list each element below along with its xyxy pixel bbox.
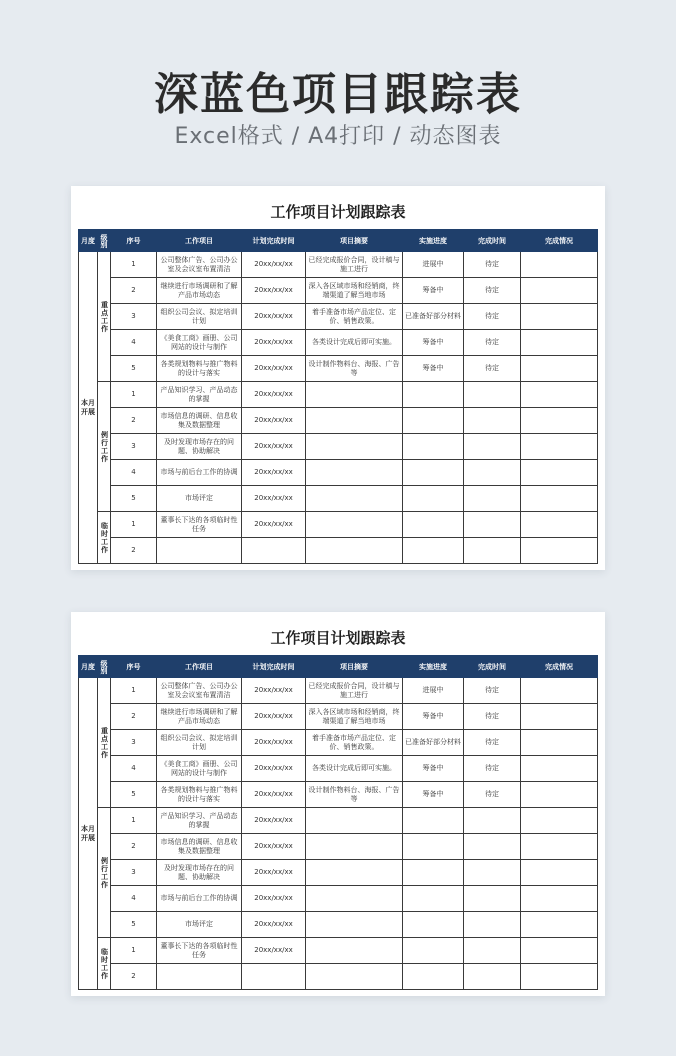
table-row [79, 756, 598, 782]
planned-date: 20xx/xx/xx [242, 330, 306, 356]
completion-status [521, 912, 598, 938]
planned-date: 20xx/xx/xx [242, 912, 306, 938]
table-row [79, 382, 598, 408]
work-item: 产品知识学习、产品动态的掌握 [157, 382, 242, 408]
item-summary: 已经完成报价合同，设计稿与施工进行 [306, 678, 403, 704]
progress [403, 860, 464, 886]
column-header: 月度 [79, 656, 98, 678]
planned-date: 20xx/xx/xx [242, 460, 306, 486]
column-header: 计划完成时间 [242, 656, 306, 678]
section-cell: 重点工作 [98, 252, 111, 382]
finish-date: 待定 [464, 678, 521, 704]
column-header: 级别 [98, 230, 111, 252]
progress [403, 408, 464, 434]
month-cell: 本月开展 [79, 678, 98, 990]
table-row [79, 782, 598, 808]
hero-title: 深蓝色项目跟踪表 [154, 69, 522, 120]
row-number: 2 [111, 704, 157, 730]
column-header: 序号 [111, 230, 157, 252]
completion-status [521, 330, 598, 356]
work-item: 公司整体广告、公司办公室及会议室布置清洁 [157, 252, 242, 278]
planned-date: 20xx/xx/xx [242, 860, 306, 886]
planned-date: 20xx/xx/xx [242, 756, 306, 782]
finish-date: 待定 [464, 782, 521, 808]
table-row [79, 730, 598, 756]
table-row [79, 886, 598, 912]
completion-status [521, 460, 598, 486]
item-summary: 已经完成报价合同，设计稿与施工进行 [306, 252, 403, 278]
row-number: 4 [111, 460, 157, 486]
table-row [79, 834, 598, 860]
column-header: 项目摘要 [306, 230, 403, 252]
work-item: 《美食工商》画册、公司网站的设计与制作 [157, 756, 242, 782]
completion-status [521, 252, 598, 278]
progress [403, 460, 464, 486]
row-number: 5 [111, 486, 157, 512]
finish-date [464, 382, 521, 408]
finish-date [464, 538, 521, 564]
tracking-table [78, 229, 598, 564]
item-summary: 设计制作物料台、海报、广告等 [306, 356, 403, 382]
column-header: 级别 [98, 656, 111, 678]
row-number: 5 [111, 912, 157, 938]
completion-status [521, 834, 598, 860]
table-row [79, 486, 598, 512]
work-item: 董事长下达的各项临时性任务 [157, 938, 242, 964]
progress [403, 964, 464, 990]
finish-date [464, 938, 521, 964]
progress: 筹备中 [403, 756, 464, 782]
row-number: 2 [111, 408, 157, 434]
table-row [79, 808, 598, 834]
completion-status [521, 382, 598, 408]
column-header: 工作项目 [157, 230, 242, 252]
completion-status [521, 808, 598, 834]
planned-date: 20xx/xx/xx [242, 304, 306, 330]
completion-status [521, 304, 598, 330]
row-number: 1 [111, 382, 157, 408]
planned-date: 20xx/xx/xx [242, 808, 306, 834]
hero-subtitle: Excel格式 / A4打印 / 动态图表 [174, 124, 502, 149]
planned-date: 20xx/xx/xx [242, 408, 306, 434]
table-row [79, 912, 598, 938]
table-row [79, 304, 598, 330]
planned-date: 20xx/xx/xx [242, 678, 306, 704]
completion-status [521, 538, 598, 564]
finish-date [464, 964, 521, 990]
table-row [79, 938, 598, 964]
progress [403, 808, 464, 834]
completion-status [521, 278, 598, 304]
column-header: 序号 [111, 656, 157, 678]
finish-date [464, 434, 521, 460]
finish-date: 待定 [464, 356, 521, 382]
row-number: 1 [111, 938, 157, 964]
row-number: 3 [111, 860, 157, 886]
tracking-sheet-preview-1 [71, 186, 605, 570]
column-header: 完成情况 [521, 656, 598, 678]
completion-status [521, 678, 598, 704]
planned-date: 20xx/xx/xx [242, 278, 306, 304]
finish-date [464, 834, 521, 860]
completion-status [521, 486, 598, 512]
section-cell: 临时工作 [98, 938, 111, 990]
finish-date [464, 460, 521, 486]
work-item: 市场评定 [157, 912, 242, 938]
tracking-sheet-preview-2 [71, 612, 605, 996]
column-header: 项目摘要 [306, 656, 403, 678]
table-header-row [79, 230, 598, 252]
table-row [79, 678, 598, 704]
completion-status [521, 860, 598, 886]
work-item: 及时发现市场存在的问题、协助解决 [157, 434, 242, 460]
row-number: 4 [111, 886, 157, 912]
progress [403, 434, 464, 460]
progress [403, 538, 464, 564]
planned-date: 20xx/xx/xx [242, 886, 306, 912]
planned-date: 20xx/xx/xx [242, 512, 306, 538]
table-header-row [79, 656, 598, 678]
finish-date: 待定 [464, 278, 521, 304]
progress [403, 834, 464, 860]
item-summary [306, 886, 403, 912]
work-item: 组织公司会议、拟定培训计划 [157, 730, 242, 756]
item-summary [306, 486, 403, 512]
item-summary [306, 382, 403, 408]
planned-date: 20xx/xx/xx [242, 486, 306, 512]
item-summary: 各类设计完成后即可实施。 [306, 756, 403, 782]
row-number: 5 [111, 782, 157, 808]
finish-date [464, 860, 521, 886]
row-number: 5 [111, 356, 157, 382]
column-header: 月度 [79, 230, 98, 252]
table-row [79, 860, 598, 886]
work-item: 各类规划物料与推广物料的设计与落实 [157, 782, 242, 808]
section-cell: 重点工作 [98, 678, 111, 808]
planned-date: 20xx/xx/xx [242, 434, 306, 460]
planned-date: 20xx/xx/xx [242, 252, 306, 278]
section-cell: 临时工作 [98, 512, 111, 564]
column-header: 工作项目 [157, 656, 242, 678]
planned-date [242, 964, 306, 990]
item-summary [306, 538, 403, 564]
table-row [79, 356, 598, 382]
progress: 已准备好部分材料 [403, 730, 464, 756]
completion-status [521, 782, 598, 808]
progress [403, 382, 464, 408]
progress: 筹备中 [403, 704, 464, 730]
finish-date: 待定 [464, 756, 521, 782]
table-row [79, 330, 598, 356]
table-row [79, 512, 598, 538]
row-number: 1 [111, 808, 157, 834]
completion-status [521, 964, 598, 990]
progress: 筹备中 [403, 782, 464, 808]
progress: 筹备中 [403, 330, 464, 356]
row-number: 1 [111, 252, 157, 278]
progress [403, 912, 464, 938]
sheet-title: 工作项目计划跟踪表 [270, 629, 406, 647]
column-header: 完成时间 [464, 656, 521, 678]
item-summary [306, 460, 403, 486]
work-item: 产品知识学习、产品动态的掌握 [157, 808, 242, 834]
finish-date: 待定 [464, 730, 521, 756]
completion-status [521, 356, 598, 382]
planned-date: 20xx/xx/xx [242, 730, 306, 756]
row-number: 2 [111, 964, 157, 990]
work-item: 董事长下达的各项临时性任务 [157, 512, 242, 538]
item-summary [306, 434, 403, 460]
planned-date: 20xx/xx/xx [242, 356, 306, 382]
work-item: 公司整体广告、公司办公室及会议室布置清洁 [157, 678, 242, 704]
work-item: 市场信息的调研、信息收集及数据整理 [157, 408, 242, 434]
finish-date [464, 486, 521, 512]
sheet-title: 工作项目计划跟踪表 [270, 203, 406, 221]
progress: 进展中 [403, 252, 464, 278]
progress [403, 512, 464, 538]
table-row [79, 460, 598, 486]
work-item: 市场信息的调研、信息收集及数据整理 [157, 834, 242, 860]
finish-date: 待定 [464, 304, 521, 330]
column-header: 实施进度 [403, 230, 464, 252]
column-header: 实施进度 [403, 656, 464, 678]
item-summary [306, 860, 403, 886]
column-header: 完成时间 [464, 230, 521, 252]
item-summary [306, 408, 403, 434]
row-number: 1 [111, 512, 157, 538]
finish-date [464, 808, 521, 834]
section-cell: 例行工作 [98, 382, 111, 512]
work-item: 《美食工商》画册、公司网站的设计与制作 [157, 330, 242, 356]
table-row [79, 538, 598, 564]
completion-status [521, 512, 598, 538]
progress: 已准备好部分材料 [403, 304, 464, 330]
row-number: 2 [111, 834, 157, 860]
work-item: 市场与前后台工作的协调 [157, 460, 242, 486]
table-row [79, 434, 598, 460]
row-number: 2 [111, 538, 157, 564]
item-summary: 深入各区域市场和经销商，终端渠道了解当地市场 [306, 704, 403, 730]
table-row [79, 408, 598, 434]
row-number: 2 [111, 278, 157, 304]
progress [403, 886, 464, 912]
planned-date: 20xx/xx/xx [242, 382, 306, 408]
column-header: 计划完成时间 [242, 230, 306, 252]
item-summary [306, 912, 403, 938]
finish-date [464, 912, 521, 938]
item-summary [306, 964, 403, 990]
column-header: 完成情况 [521, 230, 598, 252]
work-item: 继续进行市场调研和了解产品市场动态 [157, 704, 242, 730]
item-summary [306, 938, 403, 964]
work-item: 市场与前后台工作的协调 [157, 886, 242, 912]
table-row [79, 704, 598, 730]
progress [403, 486, 464, 512]
work-item [157, 538, 242, 564]
work-item: 及时发现市场存在的问题、协助解决 [157, 860, 242, 886]
completion-status [521, 434, 598, 460]
completion-status [521, 756, 598, 782]
item-summary [306, 808, 403, 834]
row-number: 3 [111, 730, 157, 756]
month-cell: 本月开展 [79, 252, 98, 564]
planned-date: 20xx/xx/xx [242, 938, 306, 964]
work-item: 各类规划物料与推广物料的设计与落实 [157, 356, 242, 382]
progress: 筹备中 [403, 278, 464, 304]
completion-status [521, 938, 598, 964]
work-item: 市场评定 [157, 486, 242, 512]
tracking-table [78, 655, 598, 990]
item-summary: 深入各区域市场和经销商，终端渠道了解当地市场 [306, 278, 403, 304]
completion-status [521, 704, 598, 730]
work-item [157, 964, 242, 990]
table-row [79, 964, 598, 990]
work-item: 组织公司会议、拟定培训计划 [157, 304, 242, 330]
finish-date: 待定 [464, 252, 521, 278]
row-number: 4 [111, 330, 157, 356]
item-summary: 设计制作物料台、海报、广告等 [306, 782, 403, 808]
table-row [79, 278, 598, 304]
item-summary: 着手准备市场产品定位、定价、销售政策。 [306, 730, 403, 756]
finish-date: 待定 [464, 704, 521, 730]
planned-date: 20xx/xx/xx [242, 834, 306, 860]
planned-date [242, 538, 306, 564]
finish-date [464, 512, 521, 538]
row-number: 4 [111, 756, 157, 782]
completion-status [521, 408, 598, 434]
item-summary: 着手准备市场产品定位、定价、销售政策。 [306, 304, 403, 330]
completion-status [521, 886, 598, 912]
finish-date: 待定 [464, 330, 521, 356]
item-summary: 各类设计完成后即可实施。 [306, 330, 403, 356]
completion-status [521, 730, 598, 756]
planned-date: 20xx/xx/xx [242, 704, 306, 730]
progress: 筹备中 [403, 356, 464, 382]
progress [403, 938, 464, 964]
section-cell: 例行工作 [98, 808, 111, 938]
progress: 进展中 [403, 678, 464, 704]
row-number: 1 [111, 678, 157, 704]
work-item: 继续进行市场调研和了解产品市场动态 [157, 278, 242, 304]
table-row [79, 252, 598, 278]
finish-date [464, 886, 521, 912]
finish-date [464, 408, 521, 434]
row-number: 3 [111, 434, 157, 460]
item-summary [306, 512, 403, 538]
planned-date: 20xx/xx/xx [242, 782, 306, 808]
row-number: 3 [111, 304, 157, 330]
item-summary [306, 834, 403, 860]
